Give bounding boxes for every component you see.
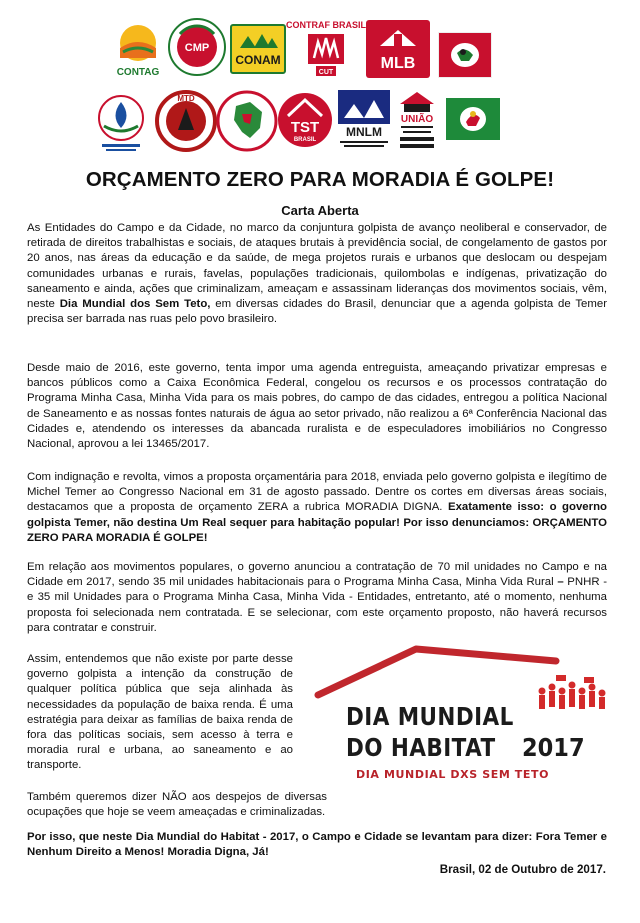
unmp-emblem-icon bbox=[396, 88, 438, 154]
mtd-emblem-icon bbox=[156, 88, 216, 154]
mnlm-logo bbox=[336, 88, 392, 152]
habitat-title-line1: DIA MUNDIAL bbox=[346, 702, 514, 731]
habitat-year: 2017 bbox=[522, 733, 585, 762]
mlb-label: MLB bbox=[380, 55, 416, 72]
paragraph-3-bold: Exatamente isso: o governo golpista Temer, não destina Um Real sequer para habitação popular! Por isso denunciamos: ORÇAMENTO ZERO PARA MORADIA É GOLPE! bbox=[27, 501, 607, 544]
paragraph-1-end: em diversas cidades do Brasil, denunciar que a agenda golpista de Temer precisa ser barrada nas ruas pelo povo brasileiro. bbox=[27, 298, 607, 326]
paragraph-4-end: PNHR - e 35 mil Unidades para o Programa Minha Casa, Minha Vida - Entidades, entretanto, até o momento, nenhuma proposta foi selecionada nem contratada. E se selecionar, com este orçamento proposto, não haverá recursos para contratar e construir. bbox=[27, 576, 607, 634]
paragraph-1-bold: Dia Mundial dos Sem Teto, bbox=[59, 298, 211, 311]
habitat-banner bbox=[316, 645, 614, 793]
mtst-label: TST bbox=[290, 119, 320, 136]
cmp-label: CMP bbox=[184, 42, 210, 54]
paragraph-6: Também queremos dizer NÃO aos despejos de diversas ocupações que hoje se veem ameaçadas e criminalizadas. bbox=[27, 791, 327, 819]
unmp-logo bbox=[396, 88, 438, 154]
agua-emblem-icon bbox=[92, 92, 150, 154]
contraf-emblem-icon bbox=[286, 14, 366, 80]
paragraph-1 bbox=[27, 221, 607, 327]
map-brasil-logo bbox=[216, 88, 278, 154]
mst-logo bbox=[438, 32, 492, 78]
paragraph-7 bbox=[27, 830, 607, 860]
contag-logo bbox=[113, 18, 163, 80]
conam-logo bbox=[230, 24, 286, 74]
paragraph-2: Desde maio de 2016, este governo, tenta impor uma agenda entreguista, ameaçando privatizar empresas e bancos públicos como a Caixa Econômica Federal, congelou os recursos e os processos contratação do Programa Minha Casa, Minha Vida para os mais pobres, do campo de das cidades, entregou a política Nacional de Saneamento e as nossas fontes naturais de água ao setor privado, não realizou a 6ª Conferência Nacional das Cidades e, atendendo os interesses da abancada ruralista e de especuladores imobiliários no Congresso Nacional, aprovou a lei 13465/2017. bbox=[27, 362, 607, 451]
mlb-logo bbox=[366, 20, 430, 78]
paragraph-7-bold: Por isso, que neste Dia Mundial do Habitat - 2017, o Campo e Cidade se levantam para dizer: Fora Temer e Nenhum Direito a Menos! Moradia Digna, Já! bbox=[27, 831, 607, 859]
paragraph-4-text: Em relação aos movimentos populares, o governo anunciou a contratação de 70 mil unidades no Campo e na Cidade em 2017, sendo 35 mil unidades habitacionais para o Programa Minha Casa, Minha Vida Rural bbox=[27, 561, 607, 589]
habitat-title-line2: DO HABITAT bbox=[346, 733, 496, 762]
cmp-logo bbox=[168, 14, 226, 80]
mtst-sub-label: BRASIL bbox=[293, 137, 317, 143]
paragraph-3 bbox=[27, 470, 607, 546]
mtst-logo bbox=[276, 86, 334, 154]
mtst-emblem-icon bbox=[276, 86, 334, 154]
mtd-label: MTD bbox=[177, 94, 195, 103]
paragraph-4 bbox=[27, 560, 607, 636]
people-crowd-icon bbox=[539, 675, 606, 709]
map-brasil-emblem-icon bbox=[216, 88, 278, 154]
mnlm-label: MNLM bbox=[346, 125, 382, 139]
paragraph-1-text: As Entidades do Campo e da Cidade, no marco da conjuntura golpista de avanço neoliberal e conservador, de retirada de direitos trabalhistas e sociais, de ataques brutais à previdência social, de congelamento de gastos por 20 anos, nas áreas da educação e da saúde, de mega projetos rurais e urbanos que deslocam ou despejam comunidades urbanas e rurais, favelas, populações tradicionais, quilombolas e indígenas, privatização do saneamento e ainda, ações que criminalizam, ameaçam e assassinam lideranças dos movimentos sociais, vêm, neste bbox=[27, 222, 607, 311]
green-flag-emblem-icon bbox=[446, 98, 500, 140]
contag-emblem-icon bbox=[113, 18, 163, 80]
contraf-label: CONTRAF BRASIL bbox=[286, 20, 366, 30]
conam-emblem-icon bbox=[232, 26, 284, 72]
contraf-logo bbox=[286, 14, 366, 80]
paragraph-5: Assim, entendemos que não existe por parte desse governo golpista a intenção da construção de qualquer política pública que seja alinhada às necessidades da população de baixa renda. É uma estratégia para deixar as famílias de baixa renda de fora das políticas sociais, sem acesso à terra e moradia rural e urbana, ao saneamento e ao transporte. bbox=[27, 653, 293, 772]
unmp-label: UNIÃO bbox=[400, 114, 434, 125]
contag-label: CONTAG bbox=[116, 67, 160, 78]
mlb-emblem-icon bbox=[366, 20, 430, 78]
mst-flag-icon bbox=[439, 33, 491, 77]
letter-date: Brasil, 02 de Outubro de 2017. bbox=[439, 863, 606, 876]
green-flag-logo bbox=[446, 98, 500, 140]
cmp-emblem-icon bbox=[168, 14, 226, 80]
contraf-sub-label: CUT bbox=[318, 69, 334, 76]
paragraph-4-dash: – bbox=[557, 576, 564, 589]
mnlm-emblem-icon bbox=[336, 88, 392, 152]
agua-logo bbox=[92, 92, 150, 154]
habitat-subtitle: DIA MUNDIAL DXS SEM TETO bbox=[356, 768, 550, 781]
paragraph-3-text: Com indignação e revolta, vimos a proposta orçamentária para 2018, enviada pelo governo golpista e ilegítimo de Michel Temer ao Congresso Nacional em 31 de agosto passado. Dentre os cortes em diversas áreas sociais, destacamos que a proposta de orçamento ZERA a rubrica MORADIA DIGNA. bbox=[27, 471, 607, 514]
conam-label: CONAM bbox=[235, 53, 281, 67]
mtd-logo bbox=[156, 88, 216, 154]
page-subtitle: Carta Aberta bbox=[281, 203, 359, 218]
page-title: ORÇAMENTO ZERO PARA MORADIA É GOLPE! bbox=[85, 168, 555, 191]
